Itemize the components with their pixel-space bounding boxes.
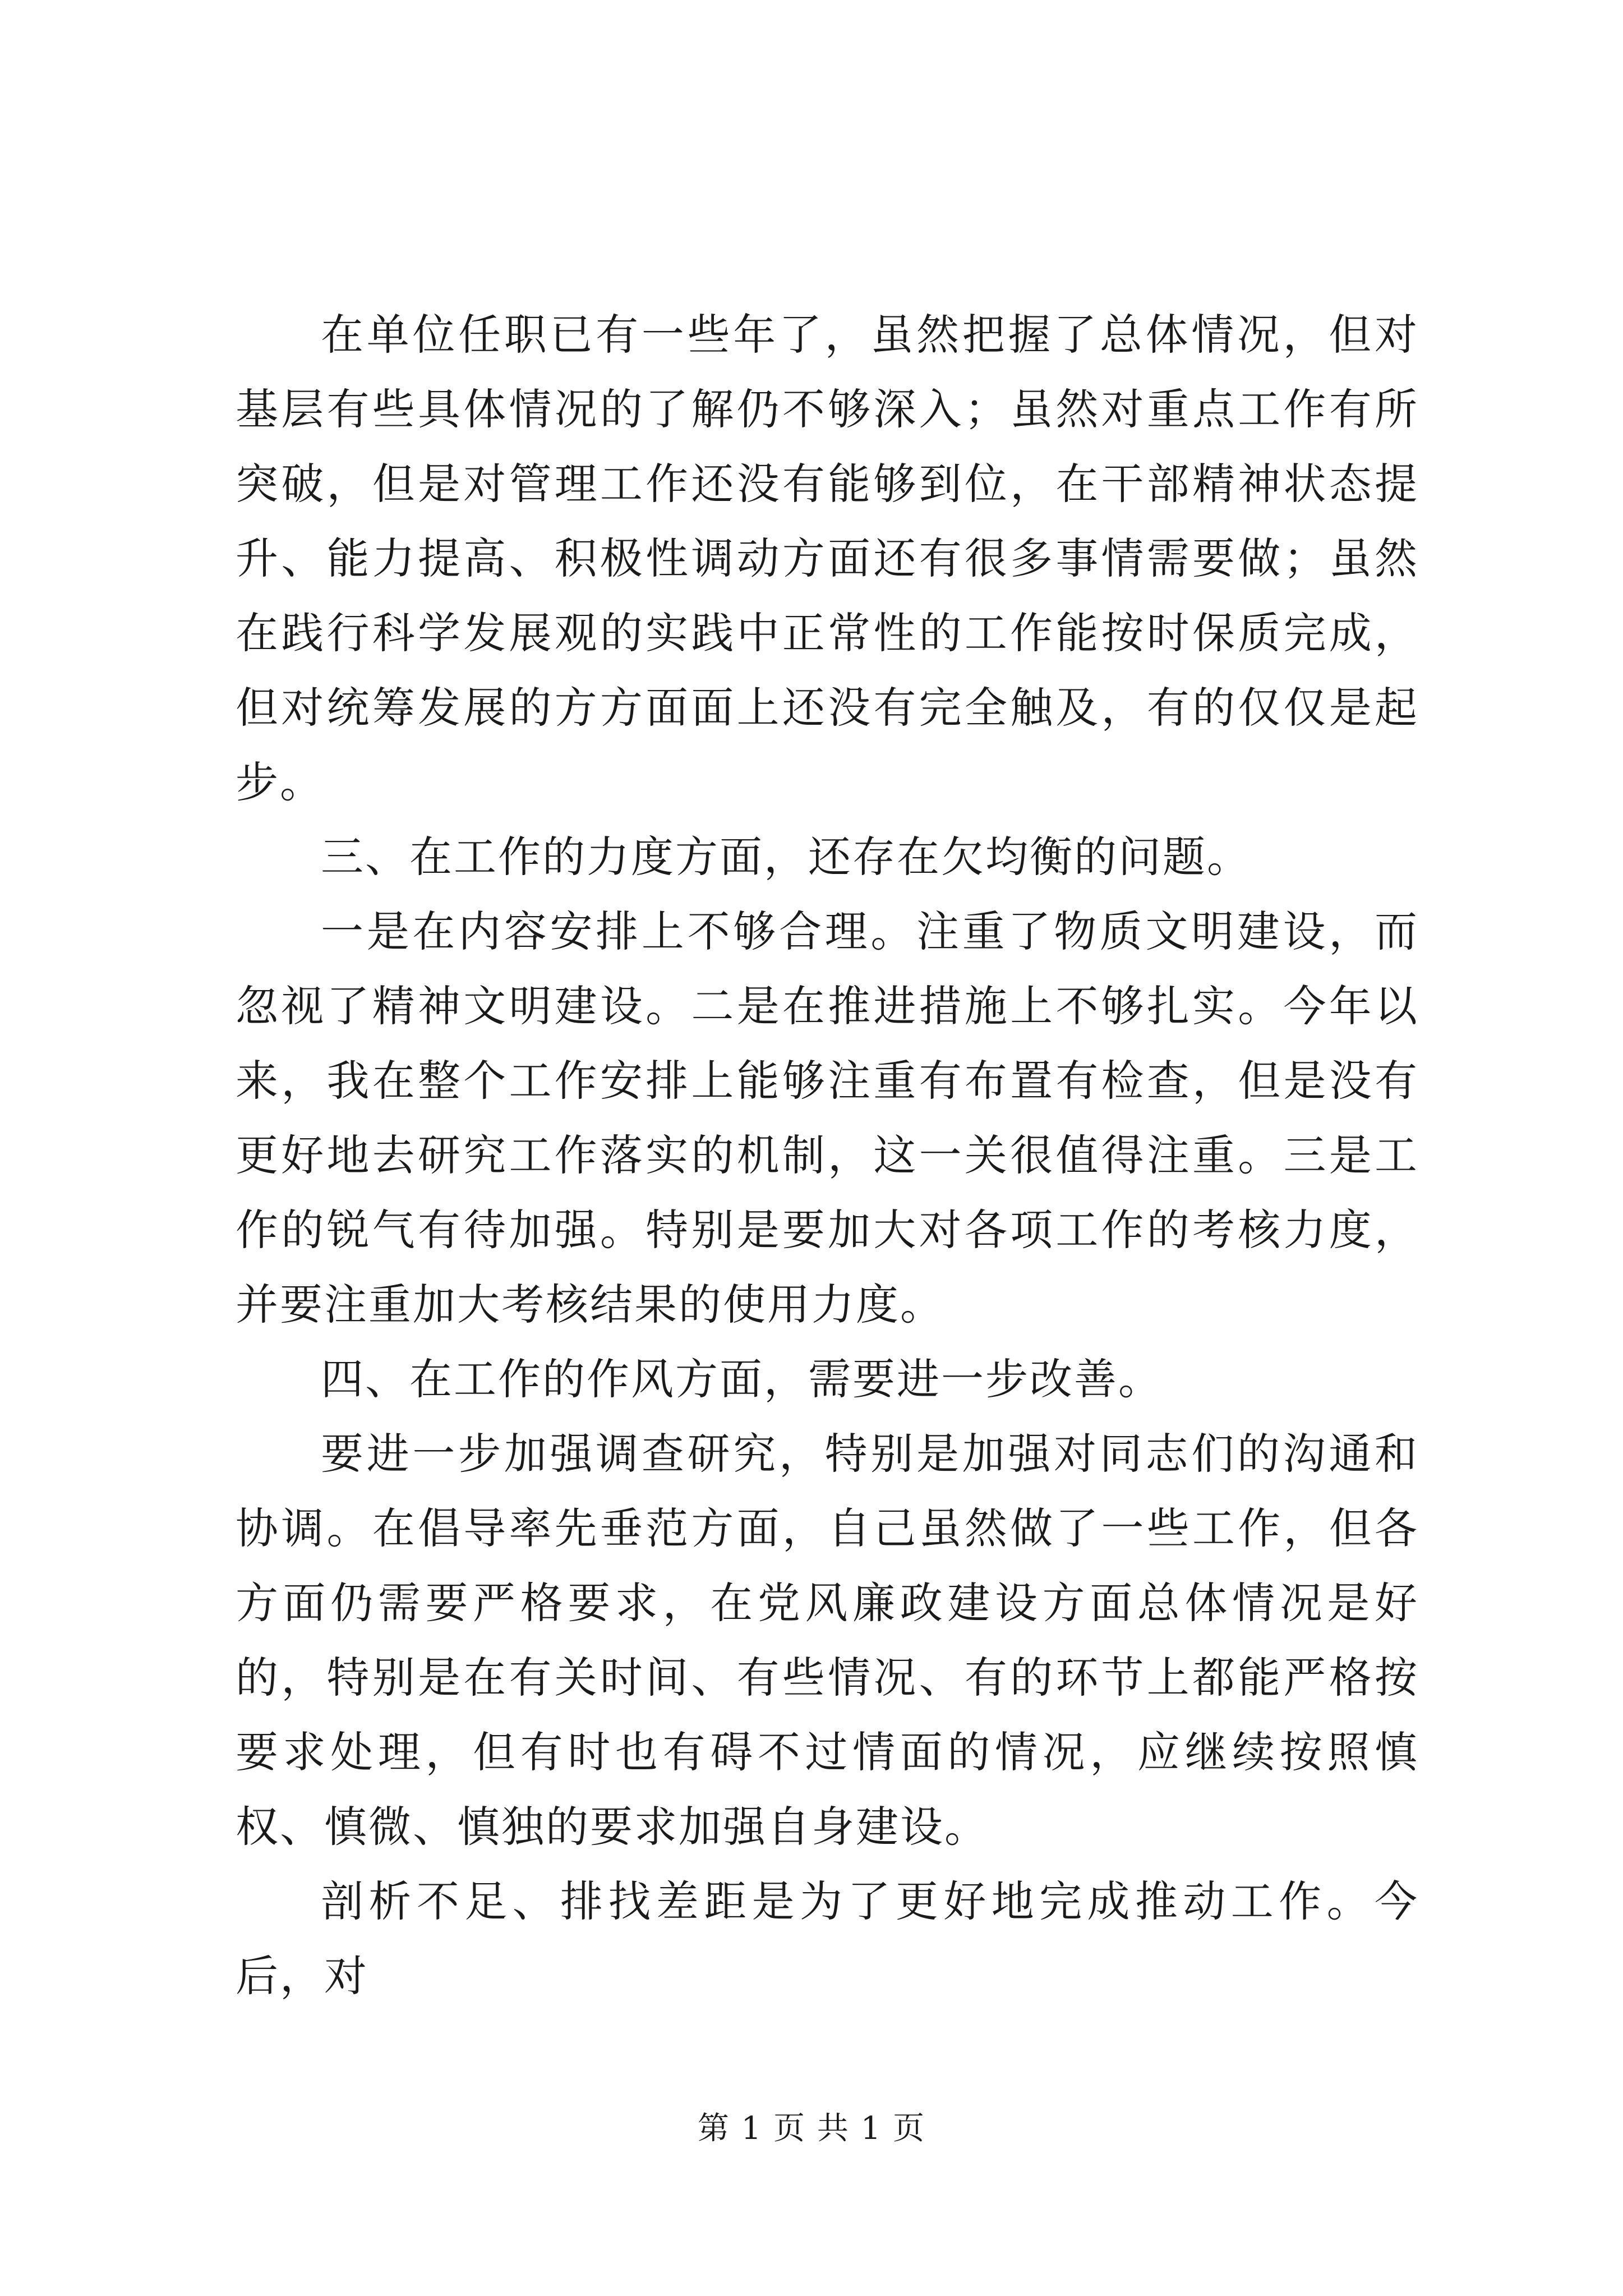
paragraph-3: 要进一步加强调查研究，特别是加强对同志们的沟通和协调。在倡导率先垂范方面，自己虽然做了一些工作，但各方面仍需要严格要求，在党风廉政建设方面总体情况是好的，特别是在有关时间、有些情况、有的环节上都能严格按要求处理，但有时也有碍不过情面的情况，应继续按照慎权、慎微、慎独的要求加强自身建设。 xyxy=(236,1429,1419,1852)
paragraph-4: 剖析不足、排找差距是为了更好地完成推动工作。今后，对 xyxy=(236,1876,1419,2001)
section-heading-4: 四、在工作的作风方面，需要进一步改善。 xyxy=(321,1354,1163,1404)
paragraph-2: 一是在内容安排上不够合理。注重了物质文明建设，而忽视了精神文明建设。二是在推进措施上不够扎实。今年以来，我在整个工作安排上能够注重有布置有检查，但是没有更好地去研究工作落实的机制，这一关很值得注重。三是工作的锐气有待加强。特别是要加大对各项工作的考核力度，并要注重加大考核结果的使用力度。 xyxy=(236,907,1419,1329)
section-heading-3: 三、在工作的力度方面，还存在欠均衡的问题。 xyxy=(321,832,1251,882)
document-body xyxy=(236,297,1419,2013)
page-footer: 第 1 页 共 1 页 xyxy=(697,2110,926,2147)
paragraph-1: 在单位任职已有一些年了，虽然把握了总体情况，但对基层有些具体情况的了解仍不够深入；虽然对重点工作有所突破，但是对管理工作还没有能够到位，在干部精神状态提升、能力提高、积极性调动方面还有很多事情需要做；虽然在践行科学发展观的实践中正常性的工作能按时保质完成，但对统筹发展的方方面面上还没有完全触及，有的仅仅是起步。 xyxy=(236,310,1419,807)
